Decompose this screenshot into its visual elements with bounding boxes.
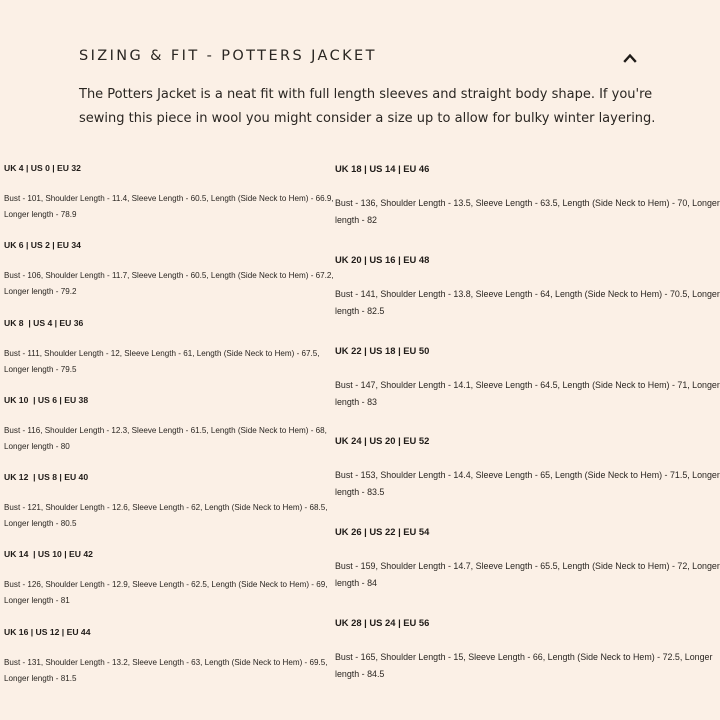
size-measurements: Bust - 116, Shoulder Length - 12.3, Sleeve Length - 61.5, Length (Side Neck to Hem) - 68, Longer length - 80 [4, 426, 327, 451]
size-measurements: Bust - 101, Shoulder Length - 11.4, Sleeve Length - 60.5, Length (Side Neck to Hem) - 66.9, Longer length - 78.9 [4, 194, 334, 219]
section-title: SIZING & FIT - POTTERS JACKET [79, 48, 377, 64]
size-measurements: Bust - 136, Shoulder Length - 13.5, Sleeve Length - 63.5, Length (Side Neck to Hem) - 70, Longer length - 82 [335, 198, 720, 225]
size-label: UK 12 | US 8 | EU 40 [4, 472, 89, 482]
size-measurements: Bust - 106, Shoulder Length - 11.7, Sleeve Length - 60.5, Length (Side Neck to Hem) - 67.2, Longer length - 79.2 [4, 271, 334, 296]
size-measurements: Bust - 159, Shoulder Length - 14.7, Sleeve Length - 65.5, Length (Side Neck to Hem) - 72, Longer length - 84 [335, 561, 720, 588]
chevron-up-icon[interactable] [623, 51, 637, 65]
size-label: UK 6 | US 2 | EU 34 [4, 240, 81, 250]
size-label: UK 22 | US 18 | EU 50 [335, 345, 430, 356]
size-label: UK 26 | US 22 | EU 54 [335, 526, 430, 537]
size-measurements: Bust - 147, Shoulder Length - 14.1, Sleeve Length - 64.5, Length (Side Neck to Hem) - 71, Longer length - 83 [335, 380, 720, 407]
size-measurements: Bust - 141, Shoulder Length - 13.8, Sleeve Length - 64, Length (Side Neck to Hem) - 70.5, Longer length - 82.5 [335, 289, 720, 316]
size-measurements: Bust - 131, Shoulder Length - 13.2, Sleeve Length - 63, Length (Side Neck to Hem) - 69.5, Longer length - 81.5 [4, 658, 328, 683]
size-label: UK 20 | US 16 | EU 48 [335, 254, 430, 265]
size-label: UK 18 | US 14 | EU 46 [335, 163, 430, 174]
size-label: UK 4 | US 0 | EU 32 [4, 163, 81, 173]
accordion-header[interactable] [79, 48, 639, 70]
size-measurements: Bust - 165, Shoulder Length - 15, Sleeve Length - 66, Length (Side Neck to Hem) - 72.5, Longer length - 84.5 [335, 652, 713, 679]
size-measurements: Bust - 153, Shoulder Length - 14.4, Sleeve Length - 65, Length (Side Neck to Hem) - 71.5, Longer length - 83.5 [335, 470, 720, 497]
size-label: UK 10 | US 6 | EU 38 [4, 395, 89, 405]
size-label: UK 24 | US 20 | EU 52 [335, 435, 430, 446]
size-label: UK 14 | US 10 | EU 42 [4, 549, 93, 559]
intro-text: The Potters Jacket is a neat fit with full length sleeves and straight body shape. If you're sewing this piece in wool you might consider a size up to allow for bulky winter layering. [79, 87, 656, 126]
size-label: UK 16 | US 12 | EU 44 [4, 627, 91, 637]
size-measurements: Bust - 121, Shoulder Length - 12.6, Sleeve Length - 62, Length (Side Neck to Hem) - 68.5, Longer length - 80.5 [4, 503, 328, 528]
size-label: UK 8 | US 4 | EU 36 [4, 318, 84, 328]
size-label: UK 28 | US 24 | EU 56 [335, 617, 430, 628]
size-measurements: Bust - 111, Shoulder Length - 12, Sleeve Length - 61, Length (Side Neck to Hem) - 67.5, Longer length - 79.5 [4, 349, 320, 374]
size-measurements: Bust - 126, Shoulder Length - 12.9, Sleeve Length - 62.5, Length (Side Neck to Hem) - 69, Longer length - 81 [4, 580, 328, 605]
